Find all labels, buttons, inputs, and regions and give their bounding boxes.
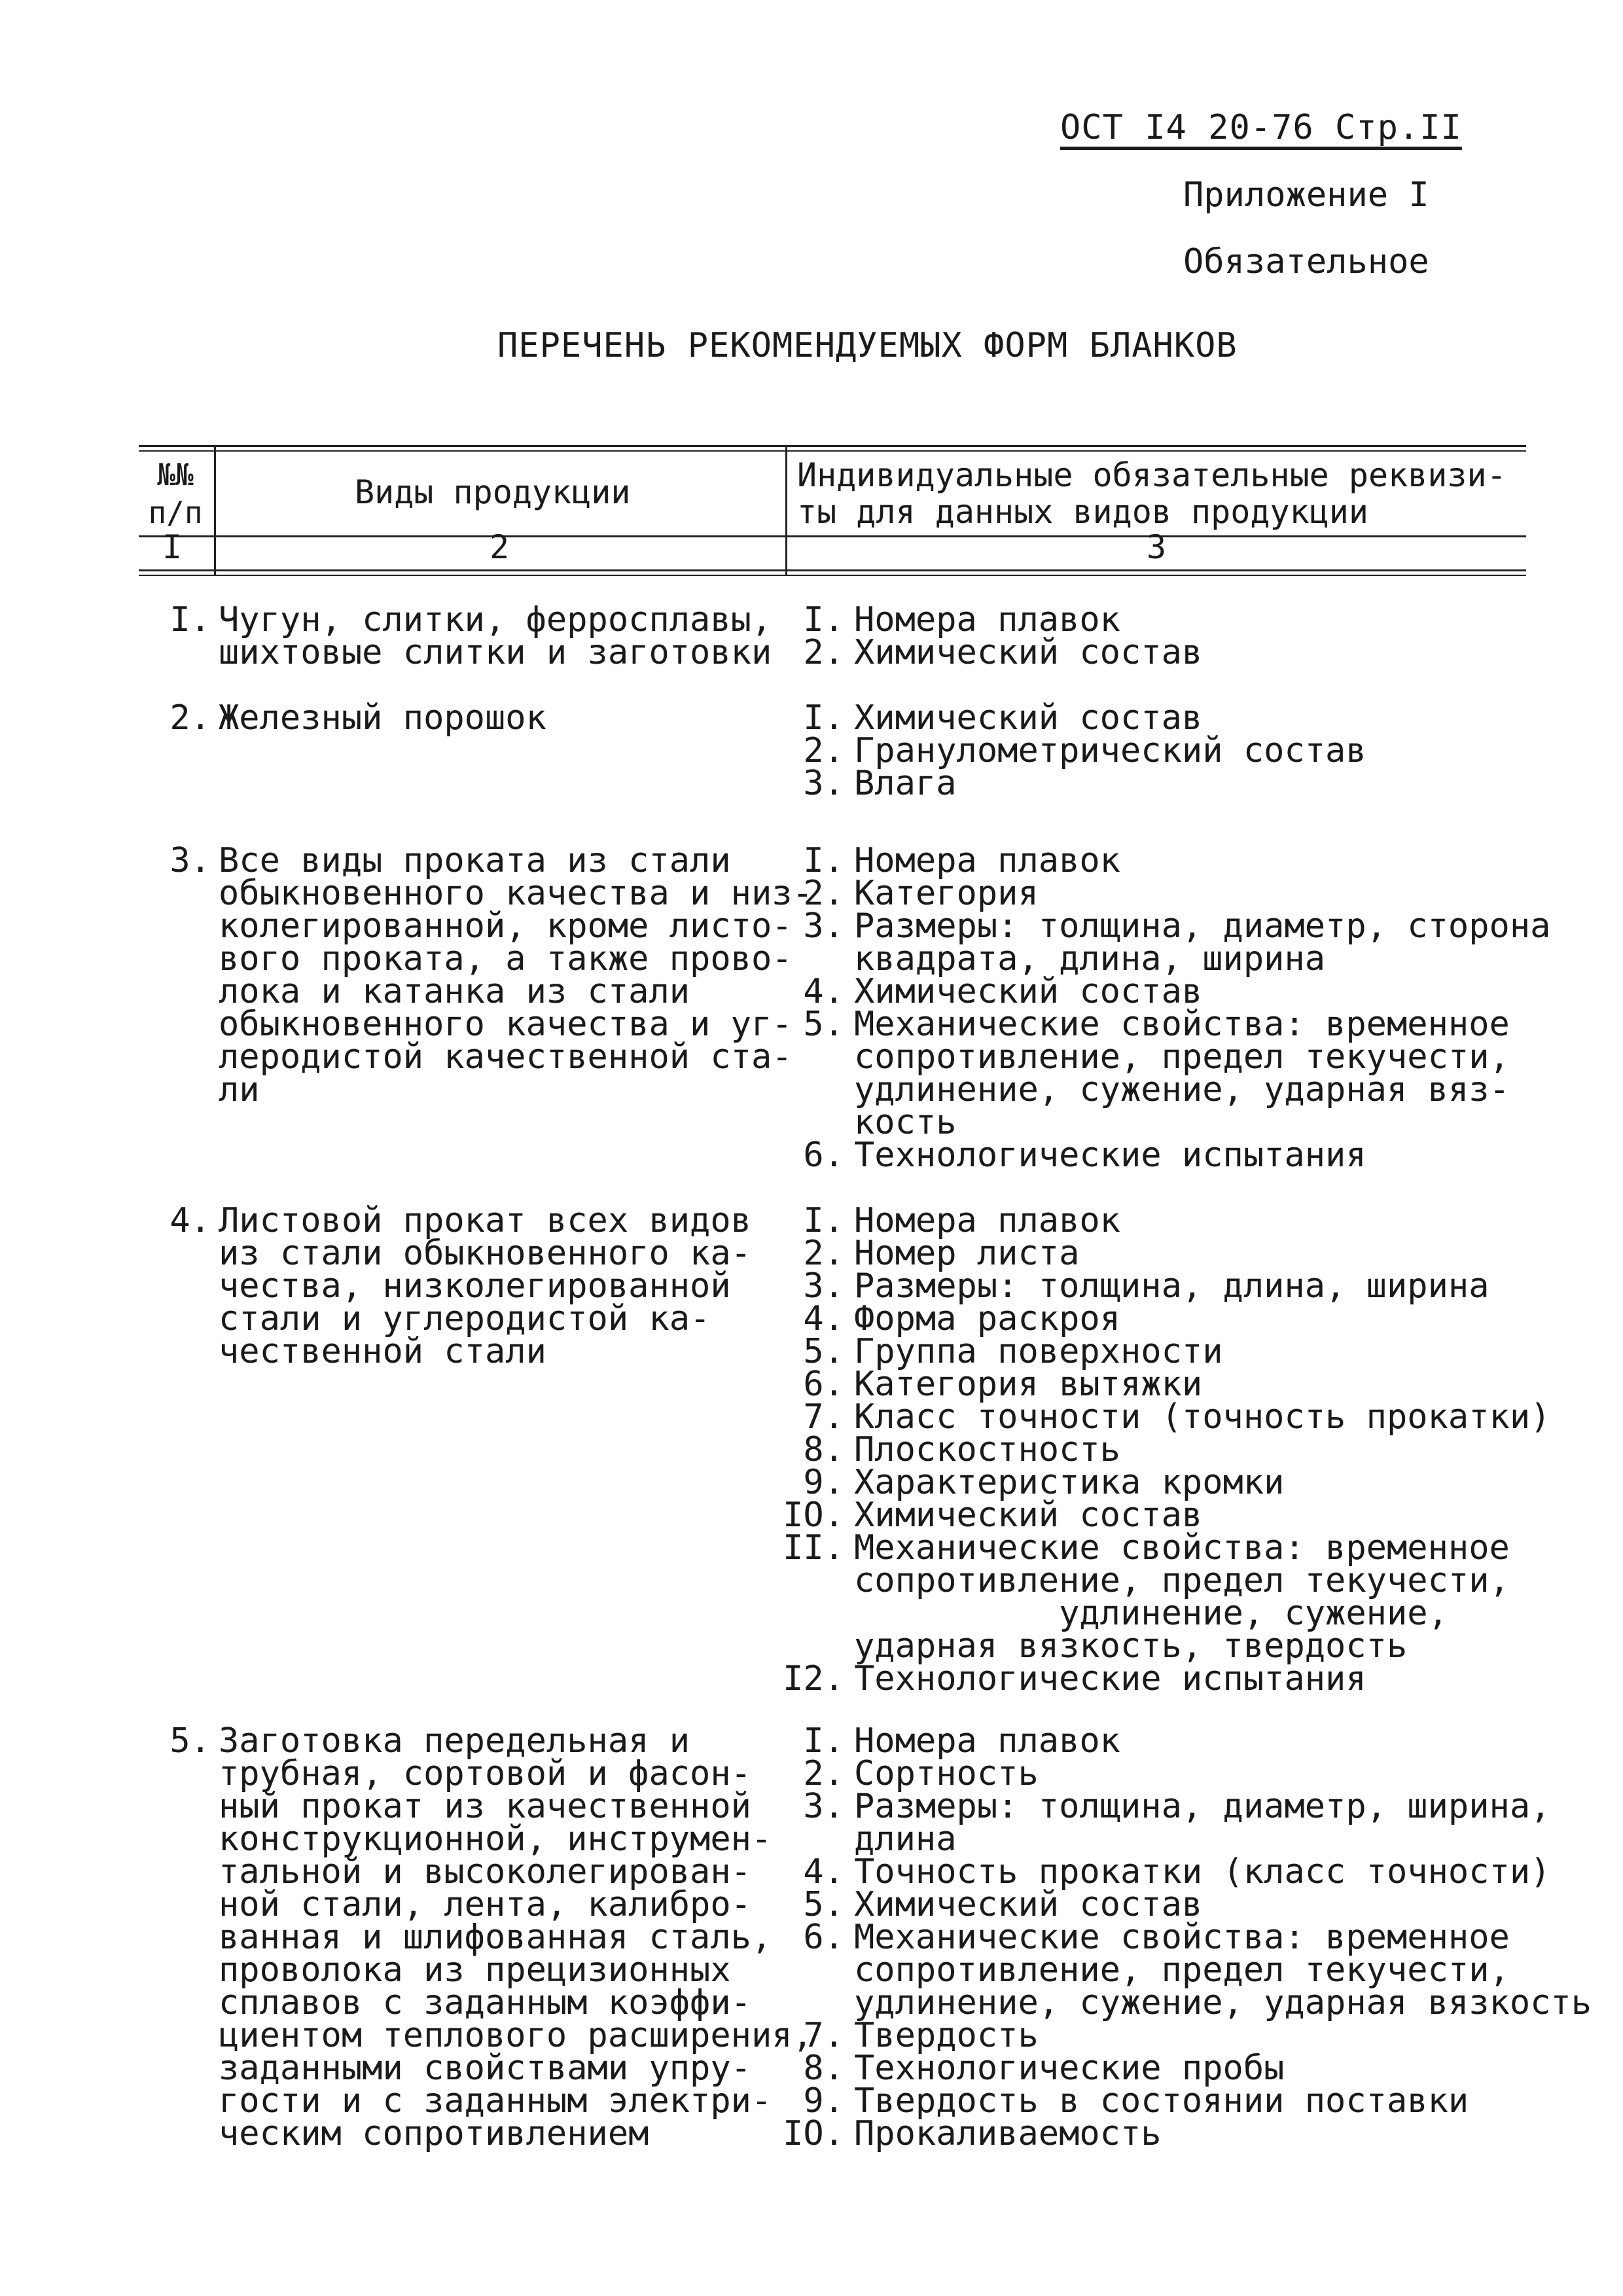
requisite-number: 4. xyxy=(803,972,844,1011)
requisite-number: 3. xyxy=(803,1266,844,1306)
requisite-number: 3. xyxy=(803,1787,844,1826)
requisite-number: 9. xyxy=(803,1463,844,1502)
requisite-number: 9. xyxy=(803,2081,844,2121)
requisite-number: 6. xyxy=(803,1136,844,1175)
requisite-text: длина xyxy=(854,1820,957,1859)
requisite-number: I. xyxy=(803,841,844,880)
row-number: 3. xyxy=(169,841,211,880)
requisite-number: 3. xyxy=(803,764,844,803)
table-header xyxy=(139,445,1526,576)
requisite-text: Номера плавок xyxy=(854,1201,1120,1240)
requisite-text: Категория xyxy=(854,874,1039,913)
product-kind-line: ный прокат из качественной xyxy=(219,1787,751,1826)
requisite-text: Технологические пробы xyxy=(854,2049,1285,2088)
table-top-rule-inner xyxy=(139,450,1526,452)
requisite-number: 8. xyxy=(803,2049,844,2088)
requisite-number: 4. xyxy=(803,1299,844,1338)
product-kind-line: трубная, сортовой и фасон- xyxy=(219,1754,751,1793)
requisite-number: 4. xyxy=(803,1852,844,1892)
column-divider-2 xyxy=(785,445,787,575)
product-kind-line: ли xyxy=(219,1070,260,1109)
product-kind-line: леродистой качественной ста- xyxy=(219,1037,793,1077)
requisite-number: I2. xyxy=(783,1659,844,1698)
product-kind-line: Все виды проката из стали xyxy=(219,841,731,880)
product-kind-line: проволока из прецизионных xyxy=(219,1950,731,1990)
row-number: 5. xyxy=(169,1721,211,1761)
requisite-text: Технологические испытания xyxy=(854,1136,1366,1175)
requisite-text: сопротивление, предел текучести, xyxy=(854,1561,1510,1600)
product-kind-line: стали и углеродистой ка- xyxy=(219,1299,711,1338)
requisite-text: Твердость в состоянии поставки xyxy=(854,2081,1469,2121)
header-kind-col: Виды продукции xyxy=(355,473,631,511)
requisite-number: 6. xyxy=(803,1365,844,1404)
mandatory-label: Обязательное xyxy=(1183,242,1429,281)
product-kind-line: колегированной, кроме листо- xyxy=(219,906,793,946)
requisite-text: удлинение, сужение, xyxy=(854,1594,1448,1633)
requisite-text: Плоскостность xyxy=(854,1430,1120,1469)
requisite-text: кость xyxy=(854,1103,957,1142)
table-header-divider xyxy=(139,535,1526,537)
requisite-text: удлинение, сужение, ударная вяз- xyxy=(854,1070,1510,1109)
product-kind-line: гости и с заданным электри- xyxy=(219,2081,772,2121)
column-number-1: I xyxy=(162,528,183,566)
header-req-col xyxy=(797,457,1507,530)
product-kind-line: Железный порошок xyxy=(219,698,546,738)
requisite-text: Размеры: толщина, диаметр, сторона xyxy=(854,906,1551,946)
product-kind-line: вого проката, а также прово- xyxy=(219,939,793,978)
column-number-3: 3 xyxy=(1147,528,1167,566)
requisite-text: Механические свойства: временное xyxy=(854,1918,1510,1957)
requisite-text: Химический состав xyxy=(854,972,1203,1011)
requisite-number: 2. xyxy=(803,633,844,672)
requisite-text: сопротивление, предел текучести, xyxy=(854,1950,1510,1990)
product-kind-line: шихтовые слитки и заготовки xyxy=(219,633,772,672)
requisite-text: сопротивление, предел текучести, xyxy=(854,1037,1510,1077)
table-bottom-rule-inner xyxy=(139,575,1526,576)
requisite-text: Сортность xyxy=(854,1754,1039,1793)
requisite-text: Механические свойства: временное xyxy=(854,1005,1510,1044)
requisite-number: I. xyxy=(803,600,844,639)
requisite-number: 7. xyxy=(803,2016,844,2055)
requisite-number: 8. xyxy=(803,1430,844,1469)
requisite-text: Гранулометрический состав xyxy=(854,731,1366,770)
requisite-text: Характеристика кромки xyxy=(854,1463,1285,1502)
requisite-text: Химический состав xyxy=(854,1496,1203,1535)
header-num-line-2: п/п xyxy=(148,495,203,530)
requisite-text: Химический состав xyxy=(854,698,1203,738)
product-kind-line: Чугун, слитки, ферросплавы, xyxy=(219,600,772,639)
requisite-number: II. xyxy=(783,1528,844,1568)
requisite-text: Точность прокатки (класс точности) xyxy=(854,1852,1551,1892)
product-kind-line: чественной стали xyxy=(219,1332,546,1371)
requisite-number: I. xyxy=(803,698,844,738)
requisite-text: Номера плавок xyxy=(854,600,1120,639)
standard-code: ОСТ I4 20-76 Стр.II xyxy=(1060,108,1462,147)
table-bottom-rule xyxy=(139,569,1526,571)
requisite-number: 2. xyxy=(803,874,844,913)
requisite-text: удлинение, сужение, ударная вязкость xyxy=(854,1983,1592,2022)
requisite-number: 6. xyxy=(803,1918,844,1957)
product-kind-line: сплавов с заданным коэффи- xyxy=(219,1983,751,2022)
requisite-text: ударная вязкость, твердость xyxy=(854,1626,1408,1666)
product-kind-line: обыкновенного качества и уг- xyxy=(219,1005,793,1044)
product-kind-line: заданными свойствами упру- xyxy=(219,2049,751,2088)
product-kind-line: ной стали, лента, калибро- xyxy=(219,1885,751,1924)
product-kind-line: Заготовка передельная и xyxy=(219,1721,690,1761)
row-number: 2. xyxy=(169,698,211,738)
product-kind-line: Листовой прокат всех видов xyxy=(219,1201,751,1240)
requisite-text: Группа поверхности xyxy=(854,1332,1223,1371)
product-kind-line: лока и катанка из стали xyxy=(219,972,690,1011)
requisite-text: Химический состав xyxy=(854,633,1203,672)
requisite-number: I. xyxy=(803,1721,844,1761)
header-num-line-1: №№ xyxy=(157,457,194,492)
requisite-text: Номер листа xyxy=(854,1234,1080,1273)
appendix-label: Приложение I xyxy=(1183,175,1429,215)
requisite-number: 5. xyxy=(803,1332,844,1371)
requisite-number: 3. xyxy=(803,906,844,946)
requisite-number: 5. xyxy=(803,1005,844,1044)
column-number-2: 2 xyxy=(490,528,510,566)
requisite-number: I. xyxy=(803,1201,844,1240)
product-kind-line: ванная и шлифованная сталь, xyxy=(219,1918,772,1957)
requisite-text: Размеры: толщина, длина, ширина xyxy=(854,1266,1489,1306)
header-req-line-1: Индивидуальные обязательные реквизи- xyxy=(797,456,1507,494)
requisite-number: 2. xyxy=(803,1754,844,1793)
product-kind-line: из стали обыкновенного ка- xyxy=(219,1234,751,1273)
product-kind-line: циентом теплового расширения, xyxy=(219,2016,813,2055)
requisite-number: 2. xyxy=(803,731,844,770)
product-kind-line: ческим сопротивлением xyxy=(219,2114,649,2153)
requisite-text: Номера плавок xyxy=(854,841,1120,880)
requisite-text: квадрата, длина, ширина xyxy=(854,939,1326,978)
requisite-number: 2. xyxy=(803,1234,844,1273)
requisite-text: Влага xyxy=(854,764,957,803)
requisite-text: Номера плавок xyxy=(854,1721,1120,1761)
requisite-text: Категория вытяжки xyxy=(854,1365,1203,1404)
product-kind-line: обыкновенного качества и низ- xyxy=(219,874,813,913)
column-divider-1 xyxy=(214,445,216,575)
header-num-col xyxy=(139,456,212,531)
requisite-text: Химический состав xyxy=(854,1885,1203,1924)
requisite-text: Механические свойства: временное xyxy=(854,1528,1510,1568)
requisite-text: Форма раскроя xyxy=(854,1299,1120,1338)
requisite-text: Класс точности (точность прокатки) xyxy=(854,1397,1551,1437)
requisite-number: 5. xyxy=(803,1885,844,1924)
product-kind-line: конструкционной, инструмен- xyxy=(219,1820,772,1859)
page-title: ПЕРЕЧЕНЬ РЕКОМЕНДУЕМЫХ ФОРМ БЛАНКОВ xyxy=(497,326,1238,365)
requisite-text: Твердость xyxy=(854,2016,1039,2055)
requisite-number: IO. xyxy=(783,1496,844,1535)
requisite-number: 7. xyxy=(803,1397,844,1437)
requisite-text: Технологические испытания xyxy=(854,1659,1366,1698)
requisite-number: IO. xyxy=(783,2114,844,2153)
row-number: 4. xyxy=(169,1201,211,1240)
product-kind-line: чества, низколегированной xyxy=(219,1266,731,1306)
product-kind-line: тальной и высоколегирован- xyxy=(219,1852,751,1892)
row-number: I. xyxy=(169,600,211,639)
requisite-text: Размеры: толщина, диаметр, ширина, xyxy=(854,1787,1551,1826)
requisite-text: Прокаливаемость xyxy=(854,2114,1162,2153)
header-req-line-2: ты для данных видов продукции xyxy=(797,493,1368,531)
table-top-rule xyxy=(139,445,1526,447)
